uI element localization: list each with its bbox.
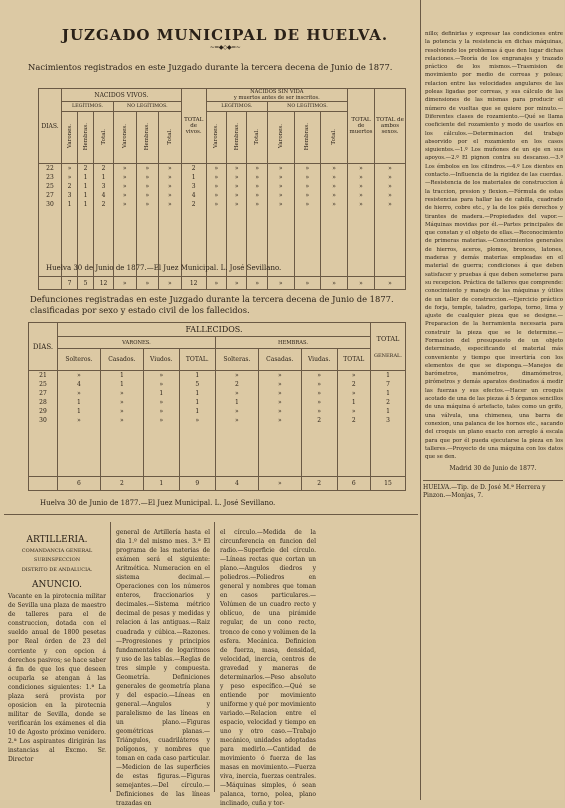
births-cell: »: [267, 200, 294, 209]
births-total-cell: »: [294, 277, 321, 290]
births-cell: »: [247, 164, 267, 173]
births-cell: »: [113, 173, 136, 182]
births-cell: 1: [181, 173, 206, 182]
deaths-empty-cell: [179, 425, 215, 477]
program-text-1: general de Artillería hasta el dia 1.º del mismo mes. 3.ª El programa de las materias de exámen será el siguiente: Aritmética. Numeracion en el sistema decimal.—Operaciones con los números enteros, fraccionarios y decimales.—Sistema métrico decimal de pesas y medidas y relacion á las antiguas.—Raiz cuadrada y cúbica.—Razones.—Progresiones y principios fundamentales de logaritmos y uso de las tablas.—Reglas de tres simple y compuesta. Geometría. Definiciones generales de geometría plana y del espacio.—Líneas en general.—Angulos y paralelismo de las líneas en un plano.—Figuras geométricas planas.—Triángulos, cuadriláteros y polígonos, y nombres que toman en cada caso particular.—Medicion de las superficies de estas figuras.—Figuras semejantes.—Del círculo.—Definiciones de las líneas trazadas en: [116, 529, 210, 808]
deaths-empty-cell: [58, 425, 101, 477]
births-subheader: [206, 112, 226, 164]
deaths-cell: 3: [371, 416, 406, 425]
births-cell: 2: [181, 164, 206, 173]
births-cell: »: [294, 191, 321, 200]
births-dead-legit-header: LEGÍTIMOS.: [206, 102, 267, 112]
deaths-women-header: HEMBRAS.: [215, 337, 370, 349]
births-cell: 4: [181, 191, 206, 200]
births-subheader: [78, 112, 94, 164]
births-row: [39, 173, 406, 182]
deaths-empty-cell: [215, 425, 258, 477]
births-cell: »: [375, 173, 406, 182]
deaths-cell: »: [258, 398, 301, 407]
deaths-cell: »: [301, 407, 337, 416]
deaths-total-cell: 2: [301, 477, 337, 491]
births-total-cell: »: [375, 277, 406, 290]
births-cell: »: [247, 182, 267, 191]
deaths-total-cell: 2: [100, 477, 143, 491]
deaths-row: [29, 416, 406, 425]
deaths-cell: »: [179, 416, 215, 425]
deaths-cell: 1: [58, 407, 101, 416]
deaths-row: [29, 380, 406, 389]
deaths-cell: 1: [179, 407, 215, 416]
deaths-empty-cell: [258, 425, 301, 477]
deaths-total-cell: 9: [179, 477, 215, 491]
deaths-cell: »: [337, 389, 371, 398]
deaths-general-label: GENERAL.: [374, 352, 402, 359]
deaths-cell: 1: [215, 398, 258, 407]
deaths-day: 27: [29, 389, 58, 398]
births-cell: 3: [62, 191, 78, 200]
deaths-day: 25: [29, 380, 58, 389]
births-cell: »: [294, 164, 321, 173]
deaths-row: [29, 389, 406, 398]
deaths-cell: »: [258, 407, 301, 416]
births-legit-header: LEGÍTIMOS.: [62, 102, 114, 112]
deaths-deceased-header: FALLECIDOS.: [58, 323, 371, 337]
births-cell: »: [375, 200, 406, 209]
births-cell: »: [227, 191, 247, 200]
deaths-cell: 1: [179, 371, 215, 380]
deaths-cell: 1: [371, 371, 406, 380]
anuncio-text: Vacante en la pirotecnia militar de Sevilla una plaza de maestro de talleres para el de construccion, dotada con el sueldo anual de 1800 pesetas por Real órden de 23 del corriente y con opcion á derechos pasivos; se hace saber á fin de que los que deseen ocuparla se atengan á las condiciones siguientes: 1.ª La plaza será provista por oposicion en la pirotecnia militar de Sevilla, donde se verificarán los exámenes el dia 10 de Agosto próximo venidero. 2.ª Los aspirantes dirigirán las instancias al Excmo. Sr. Director: [8, 593, 106, 764]
births-cell: »: [348, 191, 375, 200]
births-cell: »: [348, 182, 375, 191]
deaths-empty-cell: [337, 425, 371, 477]
births-subheader-label: Varones.: [121, 124, 128, 149]
deaths-cell: »: [100, 416, 143, 425]
page-title: JUZGADO MUNICIPAL DE HUELVA.: [61, 26, 389, 44]
births-subheader: [113, 112, 136, 164]
births-stillborn-title: NACIDOS SIN VIDA: [250, 89, 304, 95]
deaths-cell: »: [215, 389, 258, 398]
deaths-cell: 2: [215, 380, 258, 389]
deaths-cell: 1: [100, 380, 143, 389]
births-cell: »: [136, 164, 159, 173]
births-cell: 2: [78, 164, 94, 173]
births-stillborn-subtitle: y muertos antes de ser inscritos.: [233, 95, 320, 101]
births-days-header: DIAS.: [39, 89, 62, 164]
births-cell: »: [321, 173, 348, 182]
printer-footer: HUELVA.—Tip. de D. José M.ª Herrera y Pinzon.—Monjas, 7.: [423, 480, 563, 501]
births-total-cell: 7: [62, 277, 78, 290]
column-rule-2: [214, 522, 215, 792]
births-subheader-label: Total.: [331, 128, 338, 145]
births-day: 25: [39, 182, 62, 191]
births-cell: »: [247, 200, 267, 209]
births-day: 27: [39, 191, 62, 200]
deaths-cell: »: [58, 371, 101, 380]
births-subheader: [159, 112, 182, 164]
births-day: 22: [39, 164, 62, 173]
deaths-cell: 5: [179, 380, 215, 389]
deaths-cell: 2: [337, 380, 371, 389]
births-empty-cell: [321, 209, 348, 277]
deaths-empty-cell: [301, 425, 337, 477]
births-cell: 3: [94, 182, 114, 191]
deaths-cell: »: [143, 371, 179, 380]
births-cell: »: [321, 200, 348, 209]
births-total-cell: »: [247, 277, 267, 290]
deaths-cell: 1: [58, 398, 101, 407]
deaths-cell: »: [258, 389, 301, 398]
deaths-caption-2: clasificadas por sexo y estado civil de los fallecidos.: [30, 305, 250, 315]
births-cell: »: [62, 173, 78, 182]
births-total-alive-header: TOTAL de vivos.: [181, 89, 206, 164]
births-total-cell: »: [348, 277, 375, 290]
deaths-subheader: Solteras.: [215, 349, 258, 371]
deaths-subheader: Solteros.: [58, 349, 101, 371]
births-cell: »: [227, 164, 247, 173]
births-cell: »: [294, 200, 321, 209]
births-cell: »: [159, 191, 182, 200]
deaths-row: [29, 398, 406, 407]
column-artilleria: [8, 528, 106, 764]
deaths-subheader: Viudos.: [143, 349, 179, 371]
births-cell: »: [267, 173, 294, 182]
births-cell: 1: [62, 200, 78, 209]
births-cell: 1: [78, 200, 94, 209]
births-cell: 2: [94, 200, 114, 209]
deaths-total-cell: 4: [215, 477, 258, 491]
births-cell: »: [113, 164, 136, 173]
deaths-cell: »: [143, 407, 179, 416]
births-cell: »: [206, 191, 226, 200]
births-cell: »: [375, 164, 406, 173]
births-caption: Nacimientos registrados en este Juzgado durante la tercera decena de Junio de 1877.: [28, 62, 393, 72]
births-total-cell: »: [113, 277, 136, 290]
births-cell: 4: [94, 191, 114, 200]
deaths-cell: 7: [371, 380, 406, 389]
deaths-cell: »: [58, 416, 101, 425]
deaths-empty-cell: [29, 425, 58, 477]
births-subheader: [267, 112, 294, 164]
deaths-cell: 4: [58, 380, 101, 389]
deaths-cell: »: [143, 416, 179, 425]
births-dead-illegit-header: NO LEGÍTIMOS.: [267, 102, 347, 112]
births-cell: »: [321, 164, 348, 173]
births-cell: »: [348, 200, 375, 209]
deaths-cell: 1: [371, 407, 406, 416]
deaths-cell: 2: [337, 416, 371, 425]
births-total-cell: 12: [94, 277, 114, 290]
births-total-dead-header: TOTAL de muertos: [348, 89, 375, 164]
deaths-cell: »: [58, 389, 101, 398]
births-row: [39, 182, 406, 191]
births-illegit-header: NO LEGÍTIMOS.: [113, 102, 181, 112]
births-cell: 2: [62, 182, 78, 191]
deaths-day: 30: [29, 416, 58, 425]
births-empty-cell: [375, 209, 406, 277]
births-cell: »: [136, 191, 159, 200]
deaths-cell: 2: [301, 416, 337, 425]
births-cell: »: [375, 191, 406, 200]
births-subheader-label: Hembras.: [233, 122, 240, 151]
deaths-signature: Huelva 30 de Junio de 1877.—El Juez Municipal. L. José Sevillano.: [40, 499, 276, 507]
deaths-cell: 1: [179, 398, 215, 407]
births-alive-header: NACIDOS VIVOS.: [62, 89, 182, 102]
deaths-cell: 1: [100, 371, 143, 380]
program-text-3: nillo; definirlas y expresar las condiciones entre la potencia y la resistencia en dichas máquinas, resolviendo los problemas á que den lugar dichas relaciones.—Teoría de los engranajes y trazado práctico de los mismos.—Trasmision de movimiento por medio de correas y poleas; relacion entre las velocidades angulares de las poleas ligadas por correas, y sus cálculo de las dimensiones de las mismas para producir el número de vueltas que se quiere por minuto.—Diferentes clases de rozamiento.—Qué se llama coeficiente del rozamiento y modo de usarlos en los cálculos.—Determinacion del trabajo absorvido por el rozamiento en los casos siguientes.—1.º Los muñones de un eje en sus apoyos.—2.º El pignon contra su descanso.—3.º Los émbolos en los cilindros.—4.º Los dientes en contacto.—Influencia de la rigidez de las cuerdas.—Resistencia de los materiales de construccion á la traccion, presion y flexion.—Fórmula de estas resistencias para hallar las de cabilla, cuadrado de hierro, cobre etc., y la de los piés derechos y tirantes de madera.—Propiedades del vapor.—Máquinas movidas por él.—Partes principales de que constan y el objeto de ellas.—Reconocimiento de primeras materias.—Conocimientos generales de hierros, aceros, plomos, bronces, latones, maderas y demás materias empleadas en el material de guerra; condiciones á que deben satisfacer y pruebas á que deben someterse para su recepcion. Práctica de talleres que comprende: conocimiento y manejo de las máquinas y útiles de un taller de construccion.—Ejercicio práctico de forja, temple, taladro, garlopa, torno, lima y ajuste de cualquier pieza que se designe.—Preparacion de la herramienta necesaria para construir la pieza que se le determine.—Formacion del presupuesto de un objeto determinado, especificando el material más conveniente y tiempo que invertiría con los elementos de que se disponga.—Manejos de barómetros, manómetros, dinamómetros, pirómetros y demás aparatos destinados á medir las fuerzas y sus efectos.—Hacer un croquis acotado de una de las piezas á 5 órganos sencillos de una máquina ó artefacto, tales como un grifo, una válvula, una chimenea, una barra de conexion, una palanca de los hornos etc., sacando del croquis un plano exacto con arreglo á escala para que por él pueda ejecutarse la pieza en los talleres.—Proyecto de una máquina con los datos que se den.: [425, 31, 563, 461]
deaths-cell: »: [301, 389, 337, 398]
births-cell: »: [113, 182, 136, 191]
deaths-cell: »: [337, 371, 371, 380]
deaths-cell: 1: [179, 389, 215, 398]
births-total-cell: 5: [78, 277, 94, 290]
births-cell: »: [227, 182, 247, 191]
births-day: 23: [39, 173, 62, 182]
deaths-cell: »: [100, 389, 143, 398]
births-empty-cell: [294, 209, 321, 277]
deaths-total-label: TOTAL: [376, 334, 400, 343]
births-total-cell: »: [136, 277, 159, 290]
births-cell: »: [136, 173, 159, 182]
artilleria-subheading-2: DISTRITO DE ANDALUCIA.: [21, 567, 93, 574]
deaths-empty-cell: [371, 425, 406, 477]
deaths-cell: 1: [337, 398, 371, 407]
births-total-cell: »: [159, 277, 182, 290]
births-empty-cell: [348, 209, 375, 277]
births-cell: »: [113, 191, 136, 200]
births-cell: »: [294, 173, 321, 182]
deaths-day: 21: [29, 371, 58, 380]
births-row: [39, 164, 406, 173]
births-cell: »: [206, 200, 226, 209]
deaths-total-cell: 15: [371, 477, 406, 491]
births-stillborn-header: [206, 89, 347, 102]
births-cell: 2: [181, 200, 206, 209]
births-cell: »: [321, 182, 348, 191]
deaths-cell: »: [301, 371, 337, 380]
deaths-empty-cell: [100, 425, 143, 477]
births-total-cell: »: [206, 277, 226, 290]
births-subheader: [94, 112, 114, 164]
births-cell: »: [348, 173, 375, 182]
births-cell: 1: [94, 173, 114, 182]
deaths-cell: »: [258, 416, 301, 425]
births-cell: »: [136, 182, 159, 191]
births-cell: »: [267, 182, 294, 191]
deaths-subheader: Viudas.: [301, 349, 337, 371]
deaths-cell: »: [100, 398, 143, 407]
deaths-spacer-row: [29, 425, 406, 477]
births-total-both-header: TOTAL de ambos sexos.: [375, 89, 406, 164]
births-subheader-label: Varones.: [66, 124, 73, 149]
births-cell: »: [136, 200, 159, 209]
births-subheader: [136, 112, 159, 164]
births-cell: »: [159, 200, 182, 209]
births-cell: »: [247, 191, 267, 200]
deaths-subheader: TOTAL.: [179, 349, 215, 371]
births-cell: »: [159, 182, 182, 191]
deaths-total-header: [371, 323, 406, 371]
births-subheader-label: Varones.: [277, 124, 284, 149]
births-cell: »: [294, 182, 321, 191]
deaths-subheader: Casados.: [100, 349, 143, 371]
column-program-1: [116, 528, 210, 808]
title-ornament: ~=◆◇◆=~: [209, 44, 241, 51]
births-cell: »: [206, 173, 226, 182]
births-cell: »: [375, 182, 406, 191]
births-row: [39, 191, 406, 200]
deaths-subheader: Casadas.: [258, 349, 301, 371]
births-cell: »: [247, 173, 267, 182]
births-cell: »: [267, 191, 294, 200]
deaths-cell: »: [215, 407, 258, 416]
deaths-empty-cell: [143, 425, 179, 477]
births-total-cell: 12: [181, 277, 206, 290]
births-cell: »: [159, 173, 182, 182]
deaths-cell: »: [143, 398, 179, 407]
deaths-men-header: VARONES.: [58, 337, 216, 349]
births-cell: »: [267, 164, 294, 173]
births-subheader-label: Hembras.: [82, 122, 89, 151]
births-signature: Huelva 30 de Junio de 1877.—El Juez Municipal. L. José Sevillano.: [46, 264, 282, 272]
births-subheader: [227, 112, 247, 164]
births-total-cell: »: [267, 277, 294, 290]
deaths-cell: »: [143, 380, 179, 389]
births-cell: 1: [78, 191, 94, 200]
births-subheader-label: Total.: [166, 128, 173, 145]
deaths-cell: 1: [143, 389, 179, 398]
births-cell: »: [227, 173, 247, 182]
deaths-total-cell: »: [258, 477, 301, 491]
births-cell: »: [348, 164, 375, 173]
births-day: 30: [39, 200, 62, 209]
deaths-total-cell: 1: [143, 477, 179, 491]
deaths-subheader: TOTAL: [337, 349, 371, 371]
births-cell: 2: [94, 164, 114, 173]
deaths-cell: 2: [371, 398, 406, 407]
right-column: [420, 0, 565, 800]
births-subheader-label: Hembras.: [144, 122, 151, 151]
births-cell: 1: [78, 173, 94, 182]
births-row: [39, 200, 406, 209]
births-cell: »: [62, 164, 78, 173]
deaths-table: [28, 322, 406, 491]
births-cell: »: [159, 164, 182, 173]
program-text-2: el círculo.—Medida de la circunferencia en funcion del radio.—Superficie del círculo.—Líneas rectas que cortan un plano.—Angulos diedros y poliedros.—Poliedros en general y nombres que toman en casos particulares.—Volúmen de un cuadro recto y oblícuo, de una pirámide regular, de un cono recto, tronco de cono y volúmen de la esfera. Mecánica. Definicion de fuerza, masa, densidad, velocidad, inercia, centros de gravedad y maneras de determinarlos.—Peso absoluto y peso específico.—Qué se entiende por movimiento uniforme y qué por movimiento variado.—Relacion entre el espacio, velocidad y tiempo en uno y otro caso.—Trabajo mecánico, unidades adoptadas para medirlo.—Cantidad de movimiento ó fuerza de las masas en movimiento.—Fuerza viva, inercia, fuerzas centrales.—Máquinas simples, ó sean palanca, torno, polea, plano inclinado, cuña y tor-: [220, 529, 316, 808]
births-cell: »: [321, 191, 348, 200]
births-subheader-label: Total.: [254, 128, 261, 145]
births-cell: »: [206, 164, 226, 173]
births-total-day: [39, 277, 62, 290]
births-cell: »: [113, 200, 136, 209]
deaths-day: 29: [29, 407, 58, 416]
deaths-cell: »: [215, 416, 258, 425]
anuncio-heading: ANUNCIO.: [32, 580, 82, 591]
deaths-total-cell: 6: [337, 477, 371, 491]
section-divider: [4, 514, 418, 515]
deaths-cell: »: [215, 371, 258, 380]
births-cell: 1: [78, 182, 94, 191]
artilleria-heading: ARTILLERIA.: [26, 535, 88, 545]
deaths-cell: 1: [371, 389, 406, 398]
deaths-row: [29, 371, 406, 380]
deaths-cell: »: [301, 398, 337, 407]
deaths-cell: »: [100, 407, 143, 416]
births-total-cell: »: [227, 277, 247, 290]
births-subheader: [321, 112, 348, 164]
births-subheader-label: Varones.: [213, 124, 220, 149]
births-cell: »: [227, 200, 247, 209]
deaths-total-day: [29, 477, 58, 491]
deaths-cell: »: [258, 371, 301, 380]
deaths-cell: »: [337, 407, 371, 416]
deaths-cell: »: [301, 380, 337, 389]
madrid-date: Madrid 30 de Junio de 1877.: [449, 465, 537, 473]
deaths-day: 28: [29, 398, 58, 407]
births-subheader: [294, 112, 321, 164]
column-rule-1: [110, 522, 111, 792]
deaths-row: [29, 407, 406, 416]
births-subheader-label: Total.: [100, 128, 107, 145]
artilleria-subheading-1: COMANDANCIA GENERAL SUBINSPECCION: [21, 548, 93, 564]
births-subheader-label: Hembras.: [304, 122, 311, 151]
column-program-2: [220, 528, 316, 808]
deaths-total-cell: 6: [58, 477, 101, 491]
deaths-days-header: DIAS.: [29, 323, 58, 371]
births-table: [38, 88, 406, 290]
births-subheader: [247, 112, 267, 164]
births-cell: »: [206, 182, 226, 191]
deaths-caption-1: Defunciones registradas en este Juzgado durante la tercera decena de Junio de 1877.: [30, 294, 394, 304]
births-total-cell: »: [321, 277, 348, 290]
births-subheader: [62, 112, 78, 164]
births-cell: 3: [181, 182, 206, 191]
deaths-cell: »: [258, 380, 301, 389]
